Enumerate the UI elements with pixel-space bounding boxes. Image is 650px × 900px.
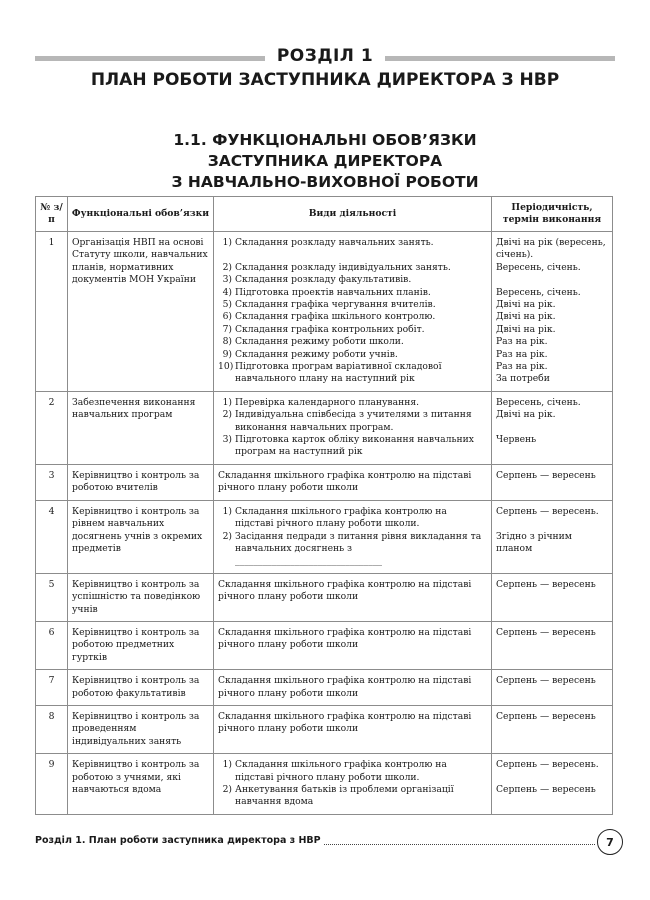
header-period: Періодичність, термін виконання <box>492 197 613 232</box>
table-row <box>36 754 613 815</box>
activity-item: 1) Складання шкільного графіка контролю на підставі річного плану роботи школи. <box>222 505 447 530</box>
activity-item: 6) Складання графіка шкільного контролю. <box>222 311 436 323</box>
row-activities <box>214 754 492 815</box>
period-item: Червень <box>496 434 537 446</box>
row-num: 8 <box>36 705 68 753</box>
activity-item: 5) Складання графіка чергування вчителів. <box>222 299 436 311</box>
row-num: 2 <box>36 391 68 464</box>
row-activities <box>214 391 492 464</box>
subsection-title <box>0 130 650 193</box>
table-row <box>36 391 613 464</box>
row-period <box>492 705 613 753</box>
period-item: Раз на рік. <box>496 348 548 360</box>
table-row <box>36 705 613 753</box>
row-period <box>492 391 613 464</box>
period-item: Двічі на рік. <box>496 299 556 311</box>
row-duty: Керівництво і контроль за роботою вчителів <box>68 464 214 500</box>
period-item: Раз на рік. <box>496 361 548 373</box>
row-activities <box>214 232 492 392</box>
row-num: 7 <box>36 670 68 706</box>
running-footer <box>35 832 595 848</box>
activity-item: 3) Складання розкладу факультативів. <box>222 274 412 286</box>
period-item: Серпень — вересень <box>496 626 596 638</box>
period-item: Вересень, січень. <box>496 396 581 408</box>
period-item: Раз на рік. <box>496 336 548 348</box>
period-item: Вересень, січень. <box>496 286 581 298</box>
period-item: За потреби <box>496 373 550 385</box>
activity-item: 10) Підготовка програм варіативної складової навчального плану на наступний рік <box>218 361 442 385</box>
period-item: Серпень — вересень <box>496 675 596 687</box>
row-duty: Керівництво і контроль за проведенням індивідуальних занять <box>68 705 214 753</box>
activity-item: 7) Складання графіка контрольних робіт. <box>222 323 425 335</box>
activity-item: 8) Складання режиму роботи школи. <box>222 336 404 348</box>
period-item: Згідно з річним планом <box>496 530 572 554</box>
page-number: 7 <box>597 829 623 855</box>
row-period <box>492 464 613 500</box>
table-row <box>36 621 613 669</box>
period-item: Серпень — вересень. <box>496 505 599 517</box>
activity-item: 2) Індивідуальна співбесіда з учителями з питання виконання навчальних програм. <box>222 409 472 433</box>
footer-text: Розділ 1. План роботи заступника директора з НВР <box>35 835 324 846</box>
activity-item: 4) Підготовка проектів навчальних планів. <box>222 286 431 298</box>
activity-item: 1) Складання шкільного графіка контролю на підставі річного плану роботи школи. <box>222 759 447 783</box>
table-row <box>36 500 613 573</box>
activity-item: 9) Складання режиму роботи учнів. <box>222 348 398 360</box>
row-activities: Складання шкільного графіка контролю на підставі річного плану роботи школи <box>214 670 492 706</box>
row-period <box>492 232 613 392</box>
row-duty: Керівництво і контроль за роботою предметних гуртків <box>68 621 214 669</box>
chapter-title: ПЛАН РОБОТИ ЗАСТУПНИКА ДИРЕКТОРА З НВР <box>90 70 560 90</box>
row-activities: Складання шкільного графіка контролю на підставі річного плану роботи школи <box>214 705 492 753</box>
header-num: № з/п <box>36 197 68 232</box>
row-duty: Керівництво і контроль за роботою з учнями, які навчаються вдома <box>68 754 214 815</box>
period-item: Серпень — вересень <box>496 578 596 590</box>
table-row <box>36 464 613 500</box>
period-item: Двічі на рік. <box>496 311 556 323</box>
row-period <box>492 621 613 669</box>
row-duty: Керівництво і контроль за роботою факультативів <box>68 670 214 706</box>
activity-item: 3) Підготовка карток обліку виконання навчальних програм на наступний рік <box>222 434 474 458</box>
period-item: Двічі на рік (вересень, січень). <box>496 237 606 261</box>
period-item: Вересень, січень. <box>496 261 581 273</box>
period-item: Двічі на рік. <box>496 409 556 421</box>
header-activities: Види діяльності <box>214 197 492 232</box>
activity-item: 2) Анкетування батьків із проблеми організації навчання вдома <box>222 784 454 808</box>
row-duty: Забезпечення виконання навчальних програм <box>68 391 214 464</box>
row-duty: Керівництво і контроль за рівнем навчальних досягнень учнів з окремих предметів <box>68 500 214 573</box>
subsection-title-line: 1.1. ФУНКЦІОНАЛЬНІ ОБОВ’ЯЗКИ <box>173 131 477 149</box>
subsection-title-line: З НАВЧАЛЬНО-ВИХОВНОЇ РОБОТИ <box>171 173 479 191</box>
row-num: 3 <box>36 464 68 500</box>
activity-item: 1) Перевірка календарного планування. <box>222 396 420 408</box>
row-duty: Організація НВП на основі Статуту школи, навчальних планів, нормативних документів МОН України <box>68 232 214 392</box>
row-num: 4 <box>36 500 68 573</box>
row-period <box>492 573 613 621</box>
row-period <box>492 500 613 573</box>
duties-table <box>35 196 613 815</box>
period-item: Серпень — вересень. <box>496 759 599 771</box>
row-num: 6 <box>36 621 68 669</box>
table-row <box>36 573 613 621</box>
row-activities: Складання шкільного графіка контролю на підставі річного плану роботи школи <box>214 464 492 500</box>
row-activities: Складання шкільного графіка контролю на підставі річного плану роботи школи <box>214 573 492 621</box>
period-item: Серпень — вересень <box>496 469 596 481</box>
period-item: Двічі на рік. <box>496 323 556 335</box>
row-num: 5 <box>36 573 68 621</box>
activity-item: 1) Складання розкладу навчальних занять. <box>222 237 434 248</box>
row-period <box>492 754 613 815</box>
header-duties: Функціональні обов’язки <box>68 197 214 232</box>
activity-item: 2) Складання розкладу індивідуальних занять. <box>222 261 451 273</box>
row-period <box>492 670 613 706</box>
section-header <box>35 46 615 66</box>
row-num: 9 <box>36 754 68 815</box>
row-duty: Керівництво і контроль за успішністю та поведінкою учнів <box>68 573 214 621</box>
subsection-title-line: ЗАСТУПНИКА ДИРЕКТОРА <box>207 152 443 170</box>
row-activities: Складання шкільного графіка контролю на підставі річного плану роботи школи <box>214 621 492 669</box>
activity-item: 2) Засідання педради з питання рівня викладання та навчальних досягнень з ________________________________ <box>222 530 482 567</box>
table-row <box>36 670 613 706</box>
table-header-row <box>36 197 613 232</box>
section-label: РОЗДІЛ 1 <box>276 46 374 66</box>
period-item: Серпень — вересень <box>496 710 596 722</box>
table-row <box>36 232 613 392</box>
row-num: 1 <box>36 232 68 392</box>
period-item: Серпень — вересень <box>496 784 596 795</box>
row-activities <box>214 500 492 573</box>
